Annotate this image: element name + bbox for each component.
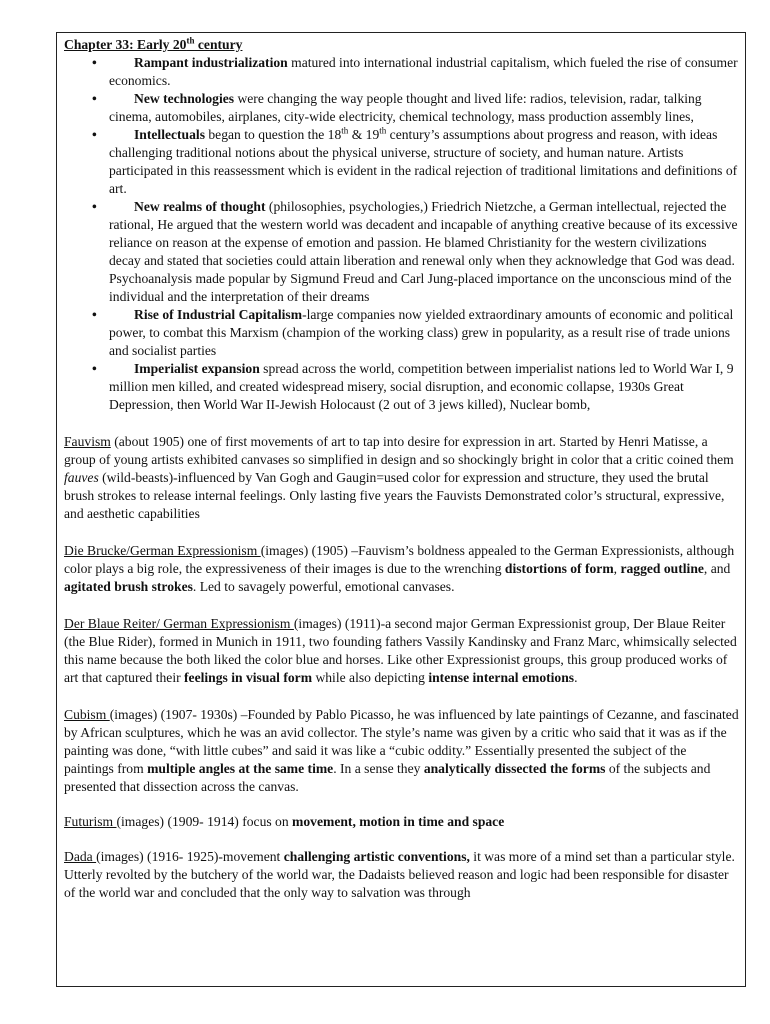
bullet-icon: • <box>92 127 97 142</box>
list-item: • Rampant industrialization matured into international industrial capitalism, which fueled the rise of consumer economics. <box>92 55 738 88</box>
fauvism-paragraph: Fauvism (about 1905) one of first movements of art to tap into desire for expression in art. Started by Henri Matisse, a group of young artists exhibited canvases so simplified in design and so shockingly bright in color that a critic coined them fauves (wild-beasts)-influenced by Van Gogh and Gaugin=used color for expression and structure, they used the brutal brush strokes to release internal feelings. Only lasting five years the Fauvists Demonstrated color’s structural, expressive, and aesthetic capabilities <box>64 434 734 521</box>
futurism-paragraph: Futurism (images) (1909- 1914) focus on movement, motion in time and space <box>64 814 505 829</box>
list-item: • Imperialist expansion spread across the world, competition between imperialist nations led to World War I, 9 million men killed, and created widespread misery, social disruption, and economic collapse, 1930s Great Depression, then World War II-Jewish Holocaust (2 out of 3 jews killed), Nuclear bomb, <box>92 361 734 412</box>
movement-name: Der Blaue Reiter/ German Expressionism <box>64 616 294 631</box>
context-bullet-list <box>64 54 739 414</box>
cubism-paragraph: Cubism (images) (1907- 1930s) –Founded by Pablo Picasso, he was influenced by late paintings of Cezanne, and fascinated by African sculptures, which he was an avid collector. The style’s name was given by a critic who said that it was as if the painting was done, “with little cubes” and said it was like a “cubic oddity.” Essentially presented the subject of the paintings from multiple angles at the same time. In a sense they analytically dissected the forms of the subjects and presented that dissection across the canvas. <box>64 707 739 794</box>
bullet-icon: • <box>92 307 97 322</box>
dada-paragraph: Dada (images) (1916- 1925)-movement challenging artistic conventions, it was more of a mind set than a particular style. Utterly revolted by the butchery of the world war, the Dadaists believed reason and logic had been responsible for disaster of the world war and concluded that the only way to salvation was through <box>64 849 735 900</box>
list-item: • Intellectuals began to question the 18th & 19th century’s assumptions about progress and reason, with ideas challenging traditional notions about the physical universe, structure of society, and human nature. Artists participated in this reassessment which is evident in the radical rejection of traditional limitations and definitions of art. <box>92 125 738 196</box>
bullet-icon: • <box>92 91 97 106</box>
list-item: • New technologies were changing the way people thought and lived life: radios, television, radar, talking cinema, automobiles, airplanes, city-wide electricity, chemical technology, mass production assembly lines, <box>92 91 702 124</box>
movement-name: Cubism <box>64 707 110 722</box>
bullet-icon: • <box>92 55 97 70</box>
movement-name: Futurism <box>64 814 117 829</box>
bullet-icon: • <box>92 199 97 214</box>
chapter-title: Chapter 33: Early 20th century <box>64 35 243 52</box>
document-page <box>56 32 746 987</box>
list-item: • New realms of thought (philosophies, psychologies,) Friedrich Nietzche, a German intellectual, rejected the rational, He argued that the western world was decadent and incapable of anything creative because of its excessive reliance on reason at the expense of emotion and passion. He blamed Christianity for the western civilizations decay and stated that societies could attain liberation and renewal only when they acknowledge that God was dead. Psychoanalysis made popular by Sigmund Freud and Carl Jung-placed importance on the unconscious mind of the individual and the interpretation of their dreams <box>92 199 738 304</box>
der-blaue-reiter-paragraph: Der Blaue Reiter/ German Expressionism (images) (1911)-a second major German Expressionist group, Der Blaue Reiter (the Blue Rider), formed in Munich in 1911, two founding fathers Vassily Kandinsky and Franz Marc, whimsically selected this name because the both liked the color blue and horses. Like other Expressionist groups, this group produced works of art that captured their feelings in visual form while also depicting intense internal emotions. <box>64 616 737 685</box>
list-item: • Rise of Industrial Capitalism-large companies now yielded extraordinary amounts of economic and political power, to combat this Marxism (champion of the working class) grew in popularity, as a result rise of trade unions and socialist parties <box>92 307 734 358</box>
movement-name: Die Brucke/German Expressionism <box>64 543 261 558</box>
die-brucke-paragraph: Die Brucke/German Expressionism (images) (1905) –Fauvism’s boldness appealed to the German Expressionists, although color plays a big role, the expressiveness of their images is due to the wrenching distortions of form, ragged outline, and agitated brush strokes. Led to savagely powerful, emotional canvases. <box>64 543 735 594</box>
movement-name: Fauvism <box>64 434 111 449</box>
movement-name: Dada <box>64 849 97 864</box>
bullet-icon: • <box>92 361 97 376</box>
